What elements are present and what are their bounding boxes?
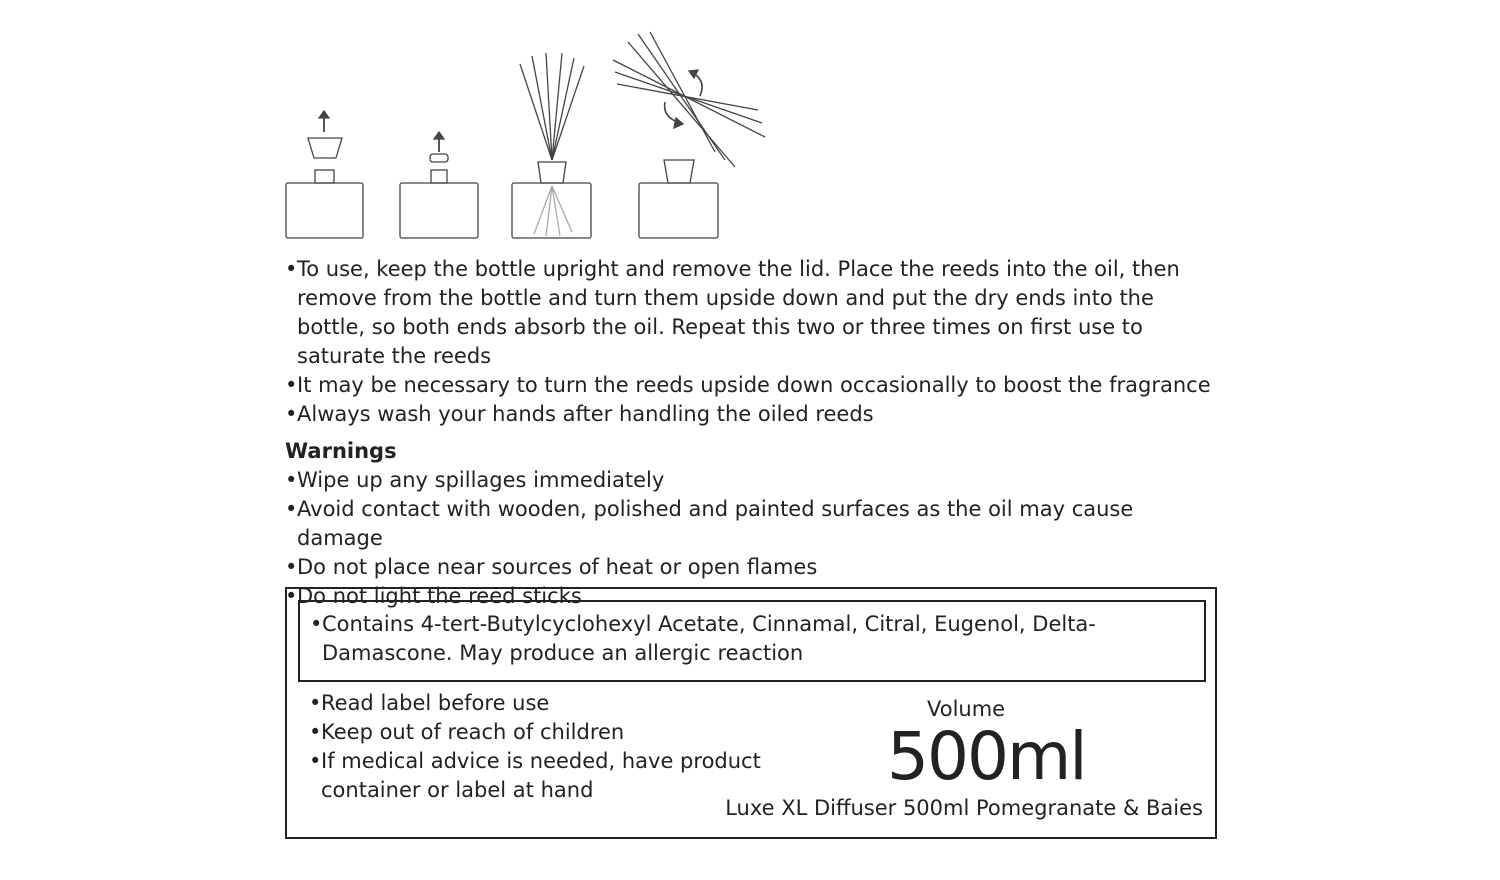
bullet: •	[309, 691, 322, 715]
instruction-text: It may be necessary to turn the reeds upside down occasionally to boost the fragrance	[297, 373, 1211, 397]
instruction-text: To use, keep the bottle upright and remove the lid. Place the reeds into the oil, then remove from the bottle and turn them upside down and put the dry ends into the bottle, so both ends absorb the oil. Repeat this two or three times on first use to saturate the reeds	[297, 257, 1180, 368]
allergy-text: Contains 4-tert-Butylcyclohexyl Acetate, Cinnamal, Citral, Eugenol, Delta-Damascone. May produce an allergic reaction	[322, 612, 1096, 665]
warning-item	[285, 553, 1225, 582]
bullet: •	[285, 373, 298, 397]
warning-text: Wipe up any spillages immediately	[297, 468, 665, 492]
instruction-item	[285, 255, 1225, 371]
safety-item	[309, 747, 769, 805]
safety-item	[309, 718, 769, 747]
bullet: •	[309, 720, 322, 744]
volume-label: Volume	[927, 697, 1006, 721]
allergy-box	[298, 600, 1206, 682]
warnings-heading: Warnings	[285, 439, 397, 463]
step-3-insert-reeds-illustration	[512, 53, 591, 238]
step-4-flip-reeds-illustration	[613, 32, 765, 238]
bullet: •	[285, 555, 298, 579]
safety-label-box	[285, 587, 1217, 839]
product-name: Luxe XL Diffuser 500ml Pomegranate & Baies	[725, 796, 1203, 820]
safety-text: Keep out of reach of children	[321, 720, 625, 744]
warning-text: Avoid contact with wooden, polished and painted surfaces as the oil may cause damage	[297, 497, 1134, 550]
volume-value: 500ml	[887, 718, 1086, 795]
bullet: •	[310, 612, 323, 636]
bullet: •	[285, 497, 298, 521]
bullet: •	[285, 584, 298, 608]
warning-text: Do not place near sources of heat or open flames	[297, 555, 818, 579]
safety-list	[309, 689, 769, 805]
usage-instructions	[285, 255, 1225, 611]
safety-text: If medical advice is needed, have product container or label at hand	[321, 749, 761, 802]
step-1-remove-lid-illustration	[286, 111, 363, 238]
warning-item	[285, 466, 1225, 495]
instruction-item	[285, 371, 1225, 400]
warning-item	[285, 495, 1225, 553]
step-2-remove-stopper-illustration	[400, 132, 478, 238]
instruction-text: Always wash your hands after handling the oiled reeds	[297, 402, 874, 426]
allergy-item	[310, 610, 1202, 668]
warning-text: Do not light the reed sticks	[297, 584, 582, 608]
safety-text: Read label before use	[321, 691, 550, 715]
bullet: •	[285, 402, 298, 426]
bullet: •	[285, 468, 298, 492]
bullet: •	[285, 257, 298, 281]
bullet: •	[309, 749, 322, 773]
usage-illustrations	[270, 20, 790, 250]
instruction-item	[285, 400, 1225, 429]
safety-item	[309, 689, 769, 718]
